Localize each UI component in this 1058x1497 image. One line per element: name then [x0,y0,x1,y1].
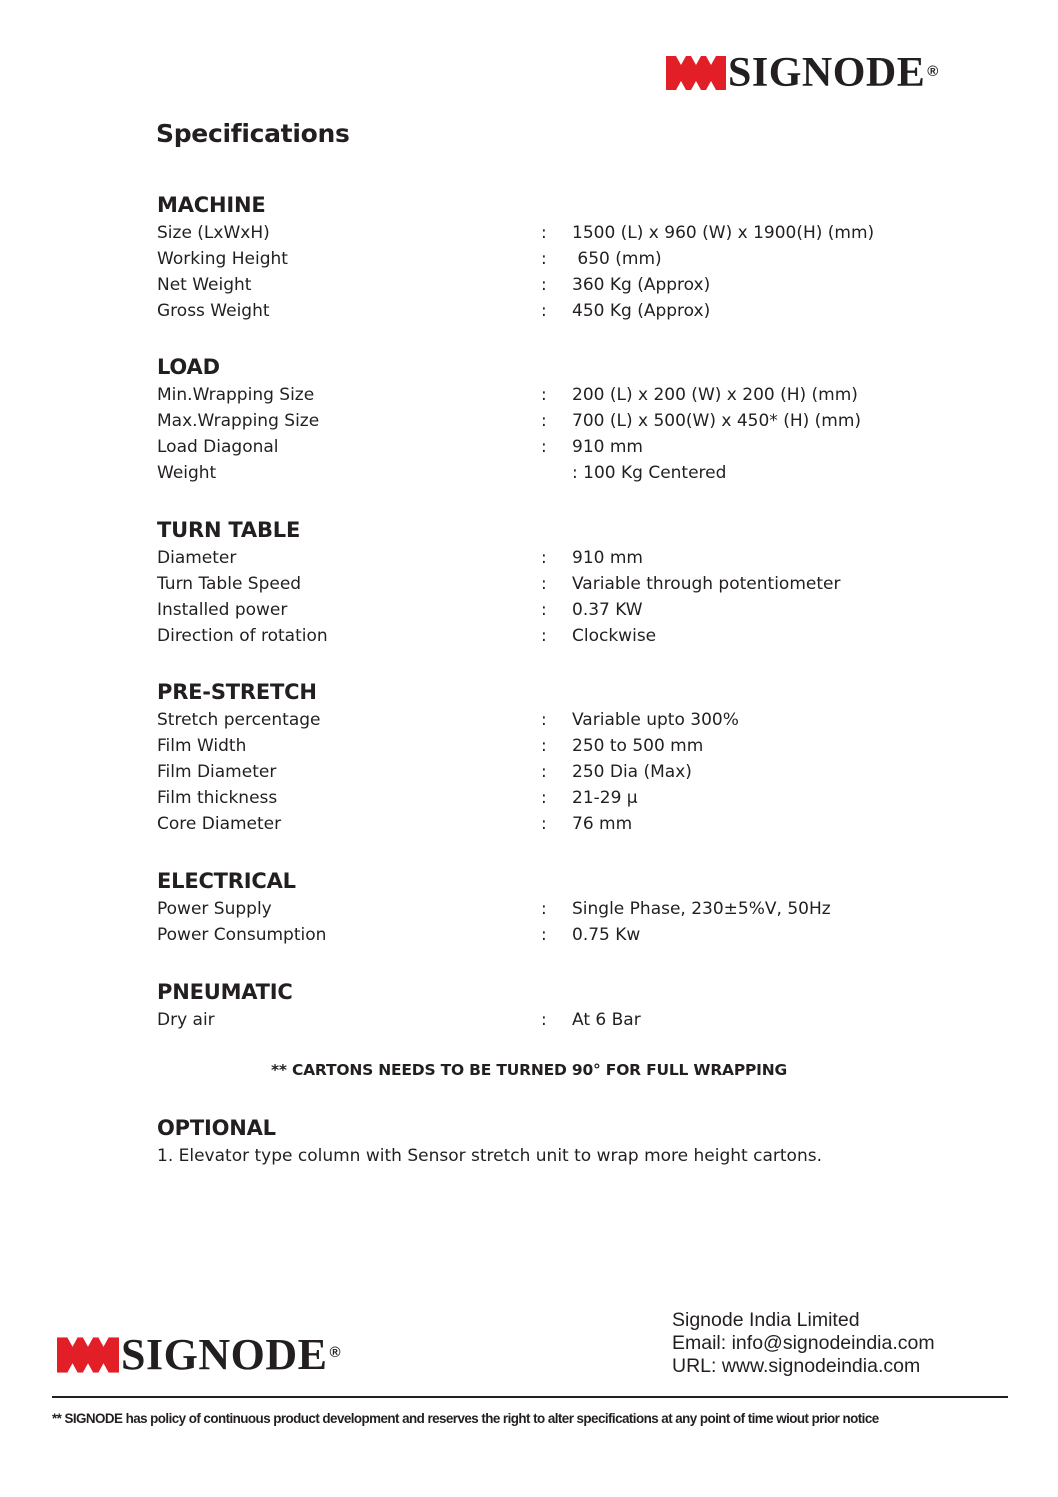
section-turn-table [157,515,917,649]
spec-value: 200 (L) x 200 (W) x 200 (H) (mm) [572,385,858,405]
spec-label: Max.Wrapping Size [157,411,320,431]
spec-label: Film Width [157,736,247,756]
section-heading: PNEUMATIC [157,980,293,1004]
section-pre-stretch [157,677,917,837]
spec-colon: : [541,249,547,269]
contact-email: Email: info@signodeindia.com [672,1332,935,1354]
section-heading: MACHINE [157,193,266,217]
spec-value: 21-29 µ [572,788,638,808]
spec-label: Size (LxWxH) [157,223,270,243]
signode-logo-top [666,52,938,94]
spec-label: Gross Weight [157,301,270,321]
spec-row [157,220,917,246]
spec-value: 0.37 KW [572,600,643,620]
spec-label: Diameter [157,548,237,568]
spec-colon: : [541,223,547,243]
spec-value: 650 (mm) [572,249,662,269]
spec-colon: : [541,411,547,431]
spec-colon: : [541,548,547,568]
section-electrical [157,866,917,948]
spec-row [157,623,917,649]
footer-divider [52,1396,1008,1398]
spec-label: Power Consumption [157,925,327,945]
spec-colon: : [541,762,547,782]
spec-label: Dry air [157,1010,215,1030]
spec-label: Installed power [157,600,288,620]
spec-label: Min.Wrapping Size [157,385,315,405]
spec-colon: : [541,814,547,834]
spec-row [157,759,917,785]
signode-logo-bottom [57,1330,341,1379]
spec-row [157,707,917,733]
spec-value: 1500 (L) x 960 (W) x 1900(H) (mm) [572,223,875,243]
contact-url: URL: www.signodeindia.com [672,1355,921,1377]
spec-value: 76 mm [572,814,633,834]
spec-label: Film thickness [157,788,278,808]
spec-row [157,1007,917,1033]
spec-row [157,733,917,759]
spec-row [157,434,917,460]
spec-row [157,272,917,298]
spec-label: Stretch percentage [157,710,321,730]
spec-row [157,811,917,837]
spec-row [157,597,917,623]
registered-mark: ® [927,62,939,80]
section-heading: TURN TABLE [157,518,301,542]
spec-colon: : [541,600,547,620]
section-machine [157,190,917,324]
spec-label: Weight [157,463,217,483]
spec-label: Core Diameter [157,814,282,834]
section-heading: LOAD [157,355,220,379]
optional-text: 1. Elevator type column with Sensor stretch unit to wrap more height cartons. [157,1146,822,1166]
disclaimer: ** SIGNODE has policy of continuous product development and reserves the right to alter specifications at any point of time wiout prior notice [52,1411,879,1426]
spec-colon: : [541,899,547,919]
section-heading: ELECTRICAL [157,869,296,893]
spec-label: Turn Table Speed [157,574,302,594]
spec-colon: : [541,1010,547,1030]
contact-block [672,1309,935,1378]
spec-colon: : [541,925,547,945]
spec-row [157,408,917,434]
company-name: Signode India Limited [672,1309,860,1331]
spec-value: 910 mm [572,437,643,457]
section-optional [157,1113,917,1169]
signode-logo-mark-icon [666,56,726,90]
spec-label: Working Height [157,249,288,269]
spec-colon: : [541,275,547,295]
logo-wordmark: SIGNODE [121,1330,328,1379]
section-pneumatic [157,977,917,1033]
spec-row [157,246,917,272]
spec-row [157,545,917,571]
spec-label: Power Supply [157,899,272,919]
spec-value: 0.75 Kw [572,925,641,945]
spec-label: Direction of rotation [157,626,328,646]
signode-logo-mark-icon [57,1337,119,1373]
wrapping-note: ** CARTONS NEEDS TO BE TURNED 90° FOR FULL WRAPPING [270,1061,788,1079]
spec-colon: : [541,437,547,457]
spec-colon: : [541,626,547,646]
spec-row [157,382,917,408]
spec-value: 360 Kg (Approx) [572,275,711,295]
spec-colon: : [541,301,547,321]
spec-value: 450 Kg (Approx) [572,301,711,321]
spec-label: Net Weight [157,275,252,295]
spec-colon: : [541,788,547,808]
spec-row [157,896,917,922]
spec-value: At 6 Bar [572,1010,641,1030]
spec-value: 700 (L) x 500(W) x 450* (H) (mm) [572,411,862,431]
spec-row [157,922,917,948]
spec-value: Single Phase, 230±5%V, 50Hz [572,899,831,919]
section-heading: PRE-STRETCH [157,680,317,704]
spec-value: : 100 Kg Centered [572,463,727,483]
spec-value: 250 to 500 mm [572,736,704,756]
page-title: Specifications [156,119,350,148]
spec-row [157,460,917,486]
spec-row [157,571,917,597]
spec-colon: : [541,385,547,405]
registered-mark: ® [329,1343,341,1361]
spec-value: 250 Dia (Max) [572,762,692,782]
spec-colon: : [541,574,547,594]
spec-label: Load Diagonal [157,437,279,457]
spec-colon: : [541,736,547,756]
spec-value: Variable through potentiometer [572,574,841,594]
spec-row [157,785,917,811]
spec-value: Variable upto 300% [572,710,739,730]
spec-value: Clockwise [572,626,657,646]
spec-label: Film Diameter [157,762,277,782]
spec-row [157,298,917,324]
spec-value: 910 mm [572,548,643,568]
section-heading: OPTIONAL [157,1116,276,1140]
spec-colon: : [541,710,547,730]
logo-wordmark: SIGNODE [728,50,926,96]
section-load [157,352,917,486]
